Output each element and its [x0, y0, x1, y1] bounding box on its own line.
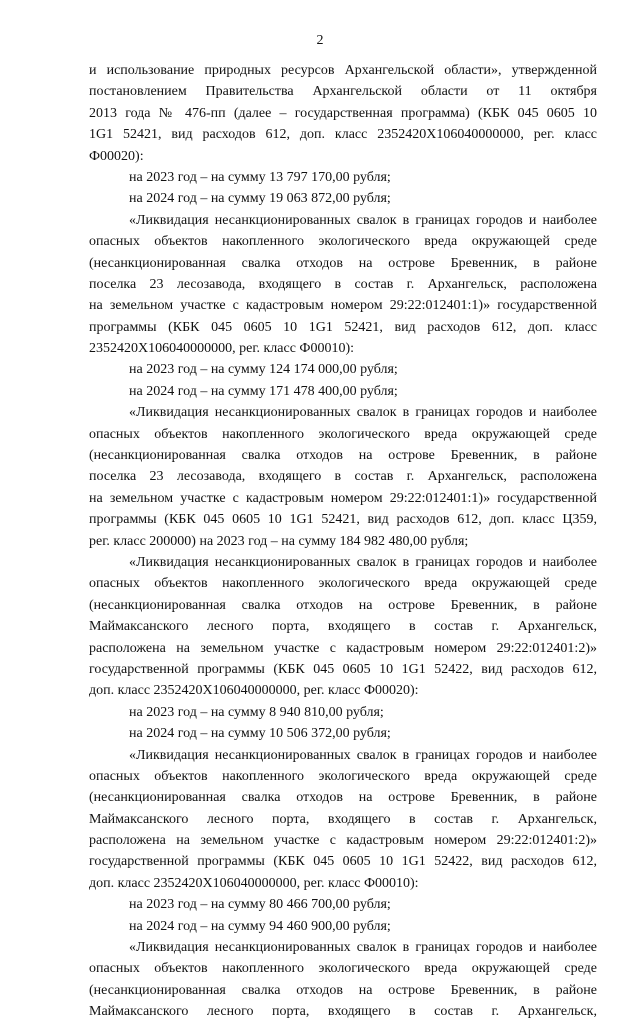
text-line: поселка 23 лесозавода, входящего в состав г. Архангельск, расположена: [89, 276, 597, 292]
text-line: Маймаксанского лесного порта, входящего в состав г. Архангельск,: [89, 811, 597, 827]
text-line: «Ликвидация несанкционированных свалок в границах городов и наиболее: [129, 212, 597, 228]
text-line: (несанкционированная свалка отходов на острове Бревенник, в районе: [89, 982, 597, 998]
text-line: доп. класс 2352420Х106040000000, рег. класс Ф00020):: [89, 683, 419, 699]
text-line: (несанкционированная свалка отходов на острове Бревенник, в районе: [89, 448, 597, 464]
text-line: на 2023 год – на сумму 124 174 000,00 рубля;: [129, 362, 398, 378]
text-line: 2352420Х106040000000, рег. класс Ф00010):: [89, 341, 355, 357]
text-line: «Ликвидация несанкционированных свалок в границах городов и наиболее: [129, 747, 597, 763]
text-line: на земельном участке с кадастровым номером 29:22:012401:1)» государственной: [89, 490, 597, 506]
text-line: государственной программы (КБК 045 0605 10 1G1 52422, вид расходов 612,: [89, 854, 597, 870]
text-line: опасных объектов накопленного экологического вреда окружающей среде: [89, 234, 597, 250]
text-line: Ф00020):: [89, 148, 144, 164]
text-line: на 2023 год – на сумму 80 466 700,00 рубля;: [129, 897, 391, 913]
text-line: расположена на земельном участке с кадастровым номером 29:22:012401:2)»: [89, 833, 597, 849]
text-line: государственной программы (КБК 045 0605 10 1G1 52422, вид расходов 612,: [89, 661, 597, 677]
text-line: опасных объектов накопленного экологического вреда окружающей среде: [89, 576, 597, 592]
text-line: на 2023 год – на сумму 13 797 170,00 рубля;: [129, 169, 391, 185]
text-line: «Ликвидация несанкционированных свалок в границах городов и наиболее: [129, 554, 597, 570]
text-line: опасных объектов накопленного экологического вреда окружающей среде: [89, 961, 597, 977]
text-line: на 2024 год – на сумму 171 478 400,00 рубля;: [129, 383, 398, 399]
text-line: опасных объектов накопленного экологического вреда окружающей среде: [89, 768, 597, 784]
text-line: на земельном участке с кадастровым номером 29:22:012401:1)» государственной: [89, 298, 597, 314]
text-line: расположена на земельном участке с кадастровым номером 29:22:012401:2)»: [89, 640, 597, 656]
text-line: на 2024 год – на сумму 94 460 900,00 рубля;: [129, 918, 391, 934]
text-line: Маймаксанского лесного порта, входящего в состав г. Архангельск,: [89, 1004, 597, 1020]
text-line: (несанкционированная свалка отходов на острове Бревенник, в районе: [89, 255, 597, 271]
text-line: на 2024 год – на сумму 10 506 372,00 рубля;: [129, 726, 391, 742]
text-line: (несанкционированная свалка отходов на острове Бревенник, в районе: [89, 597, 597, 613]
page-number: 2: [316, 33, 324, 48]
text-line: на 2023 год – на сумму 8 940 810,00 рубля;: [129, 704, 384, 720]
text-line: 1G1 52421, вид расходов 612, доп. класс 2352420Х106040000000, рег. класс: [89, 127, 597, 143]
text-line: рег. класс 200000) на 2023 год – на сумму 184 982 480,00 рубля;: [89, 533, 469, 549]
text-line: «Ликвидация несанкционированных свалок в границах городов и наиболее: [129, 940, 597, 956]
text-line: (несанкционированная свалка отходов на острове Бревенник, в районе: [89, 790, 597, 806]
text-line: и использование природных ресурсов Архангельской области», утвержденной: [89, 63, 597, 78]
text-line: 2013 года № 476-пп (далее – государственная программа) (КБК 045 0605 10: [89, 105, 597, 121]
text-line: Маймаксанского лесного порта, входящего в состав г. Архангельск,: [89, 619, 597, 635]
text-line: доп. класс 2352420Х106040000000, рег. класс Ф00010):: [89, 875, 419, 891]
text-line: на 2024 год – на сумму 19 063 872,00 рубля;: [129, 191, 391, 207]
text-line: «Ликвидация несанкционированных свалок в границах городов и наиболее: [129, 405, 597, 421]
text-line: постановлением Правительства Архангельской области от 11 октября: [89, 84, 597, 100]
text-line: поселка 23 лесозавода, входящего в состав г. Архангельск, расположена: [89, 469, 597, 485]
document-body: [89, 60, 597, 1023]
text-line: программы (КБК 045 0605 10 1G1 52421, вид расходов 612, доп. класс: [89, 319, 597, 335]
text-line: опасных объектов накопленного экологического вреда окружающей среде: [89, 426, 597, 442]
text-line: программы (КБК 045 0605 10 1G1 52421, вид расходов 612, доп. класс Ц359,: [89, 512, 597, 528]
